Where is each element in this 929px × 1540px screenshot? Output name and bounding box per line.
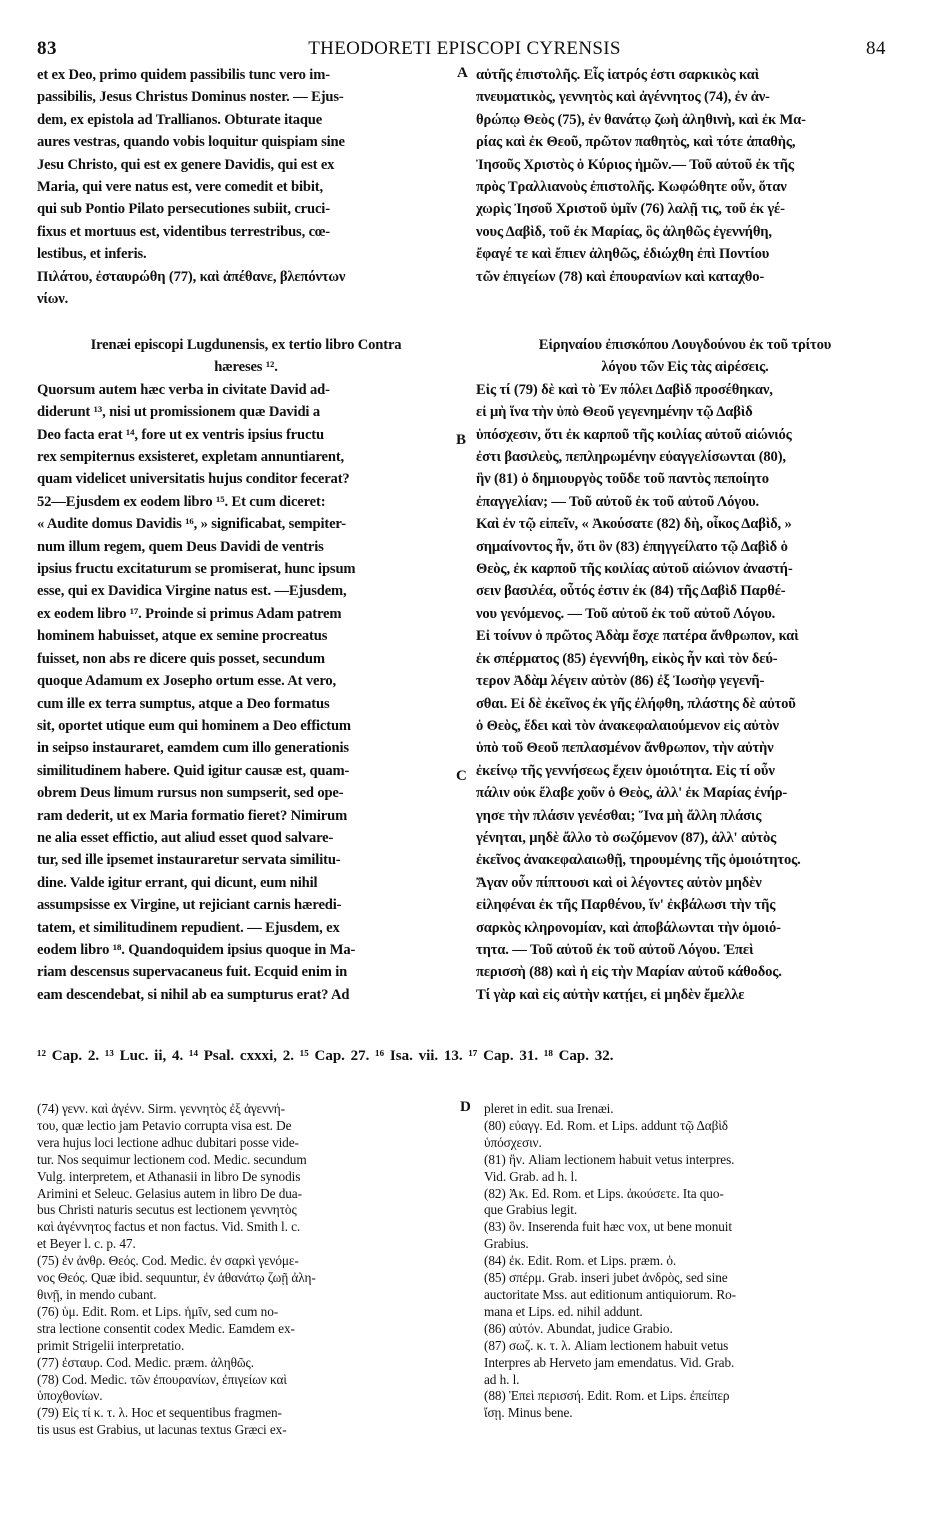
greek-column-irenaeus	[476, 334, 894, 1006]
text-line: riam descensus supervacaneus fuit. Ecquid enim in	[37, 964, 348, 981]
text-line: ex eodem libro ¹⁷. Proinde si primus Adam patrem	[37, 605, 342, 622]
text-line: qui sub Pontio Pilato persecutiones subiit, cruci-	[37, 201, 330, 218]
page-number-left: 83	[37, 38, 57, 59]
text-line: πρὸς Τραλλιανοὺς ἐπιστολῆς. Κωφώθητε οὖν, ὅταν	[476, 179, 787, 196]
text-line: eam descendebat, si nihil ab ea sumpturus erat? Ad	[37, 986, 350, 1003]
text-line: (87) σωζ. κ. τ. λ. Aliam lectionem habuit vetus	[484, 1337, 729, 1353]
text-line: ἔφαγέ τε καὶ ἔπιεν ἀληθῶς, ἐδιώχθη ἐπὶ Ποντίου	[476, 246, 770, 263]
critical-notes-left	[37, 1101, 455, 1439]
greek-column-top	[476, 64, 894, 288]
text-line: (79) Εἰς τί κ. τ. λ. Hoc et sequentibus fragmen-	[37, 1405, 282, 1421]
text-line: similitudinem habere. Quid igitur causæ est, quam-	[37, 762, 350, 779]
text-line: et ex Deo, primo quidem passibilis tunc vero im-	[37, 67, 330, 83]
text-line: ad h. l.	[484, 1371, 520, 1387]
text-line: (81) ἣν. Aliam lectionem habuit vetus interpres.	[484, 1151, 735, 1167]
text-line: obrem Deus limum rursus non sumpserit, sed ope-	[37, 785, 344, 802]
text-line: σθαι. Εἰ δὲ ἐκεῖνος ἐκ γῆς ἐλήφθη, πλάστης δὲ αὐτοῦ	[476, 695, 796, 712]
text-line: εἰ μὴ ἵνα τὴν ὑπὸ Θεοῦ γεγενημένην τῷ Δαβὶδ	[476, 404, 753, 421]
text-line: πάλιν οὐκ ἔλαβε χοῦν ὁ Θεὸς, ἀλλ' ἐκ Μαρίας ἐνήρ-	[476, 785, 788, 802]
text-line: aures vestras, quando vobis loquitur quispiam sine	[37, 134, 345, 151]
text-line: et Beyer l. c. p. 47.	[37, 1236, 136, 1252]
text-line: que Grabius legit.	[484, 1202, 578, 1218]
text-line: « Audite domus Davidis ¹⁶, » significabat, sempiter-	[37, 516, 346, 533]
text-line: stra lectione consentit codex Medic. Eamdem ex-	[37, 1320, 295, 1336]
text-line: νίων.	[37, 291, 69, 308]
reference-footnotes: ¹² Cap. 2. ¹³ Luc. ii, 4. ¹⁴ Psal. cxxxi, 2. ¹⁵ Cap. 27. ¹⁶ Isa. vii. 13. ¹⁷ Cap. 31. ¹⁸ Cap. 32.	[37, 1048, 614, 1064]
text-line: γησε τὴν πλάσιν γενέσθαι; Ἵνα μὴ ἄλλη πλάσις	[476, 807, 762, 824]
text-line: ὑπόσχεσιν, ὅτι ἐκ καρποῦ τῆς κοιλίας αὐτοῦ αἰώνιός	[476, 426, 792, 443]
text-line: λόγου τῶν Εἰς τὰς αἱρέσεις.	[601, 359, 769, 376]
text-line: ἣν (81) ὁ δημιουργὸς τοῦδε τοῦ παντὸς πεποίητο	[476, 471, 769, 488]
text-line: ἴσῃ. Minus bene.	[484, 1405, 573, 1421]
text-line: Maria, qui vere natus est, vere comedit et bibit,	[37, 179, 323, 196]
text-line: νους Δαβὶδ, τοῦ ἐκ Μαρίας, ὃς ἀληθῶς ἐγεννήθη,	[476, 223, 772, 240]
text-line: ὑπόσχεσιν.	[484, 1134, 542, 1150]
latin-column-irenaeus	[37, 334, 455, 1006]
text-line: diderunt ¹³, nisi ut promissionem quæ Davidi a	[37, 404, 320, 421]
text-line: Ἄγαν οὖν πίπτουσι καὶ οἱ λέγοντες αὐτὸν μηδὲν	[476, 874, 762, 891]
text-line: mana et Lips. ed. nihil addunt.	[484, 1303, 643, 1319]
text-line: hæreses ¹².	[214, 359, 278, 376]
text-line: χωρὶς Ἰησοῦ Χριστοῦ ὑμῖν (76) λαλῇ τις, τοῦ ἐκ γέ-	[476, 201, 785, 218]
text-line: ram dederit, ut ex Maria formatio fieret? Nimirum	[37, 807, 348, 824]
text-line: num illum regem, quem Deus Davidi de ventris	[37, 538, 324, 555]
latin-column-top	[37, 64, 455, 310]
text-line: σημαίνοντος ἦν, ὅτι ὃν (83) ἐπηγγείλατο τῷ Δαβὶδ ὁ	[476, 538, 788, 555]
text-line: τερον Ἀδὰμ λέγειν αὐτὸν (86) ἐξ Ἰωσὴφ γεγενῆ-	[476, 673, 765, 690]
text-line: νος Θεός. Quæ ibid. sequuntur, ἐν ἀθανάτῳ ζωῇ ἀλη-	[37, 1270, 316, 1286]
text-line: (78) Cod. Medic. τῶν ἐπουρανίων, ἐπιγείων καὶ	[37, 1371, 287, 1387]
margin-letter-c: C	[456, 768, 467, 784]
text-line: Vulg. interpretem, et Athanasii in libro De synodis	[37, 1168, 301, 1184]
text-line: Deo facta erat ¹⁴, fore ut ex ventris ipsius fructu	[37, 426, 324, 443]
text-line: Grabius.	[484, 1236, 529, 1252]
text-line: Interpres ab Herveto jam emendatus. Vid. Grab.	[484, 1354, 735, 1370]
text-line: σαρκὸς κληρονομίαν, καὶ ἀποβάλωνται τὴν ὁμοιό-	[476, 919, 781, 936]
text-line: ἐστι βασιλεὺς, πεπληρωμένην εὐαγγελίσωνται (80),	[476, 449, 786, 466]
text-line: primit Strigelii interpretatio.	[37, 1337, 185, 1353]
text-line: (76) ὑμ. Edit. Rom. et Lips. ἡμῖν, sed cum no-	[37, 1303, 279, 1319]
text-line: (83) ὃν. Inserenda fuit hæc vox, ut bene monuit	[484, 1219, 732, 1235]
text-line: cum ille ex terra sumptus, atque a Deo formatus	[37, 695, 330, 712]
text-line: καὶ ἀγέννητος factus et non factus. Vid. Smith l. c.	[37, 1219, 301, 1235]
text-line: pleret in edit. sua Irenæi.	[484, 1101, 614, 1116]
margin-letter-a: A	[457, 65, 468, 81]
text-line: esse, qui ex Davidica Virgine natus est. —Ejusdem,	[37, 583, 347, 600]
text-line: assumpsisse ex Virgine, ut rejiciant carnis hæredi-	[37, 897, 342, 914]
text-line: (80) εὐαγγ. Ed. Rom. et Lips. addunt τῷ Δαβὶδ	[484, 1117, 728, 1133]
text-line: fuisset, non abs re dicere quis posset, secundum	[37, 650, 325, 667]
text-line: dine. Valde igitur errant, qui dicunt, eum nihil	[37, 874, 318, 891]
text-line: Τί γὰρ καὶ εἰς αὐτὴν κατῄει, εἰ μηδὲν ἔμελλε	[476, 986, 745, 1003]
text-line: tis usus est Grabius, ut lacunas textus Græci ex-	[37, 1422, 287, 1438]
text-line: Εἰ τοίνυν ὁ πρῶτος Ἀδὰμ ἔσχε πατέρα ἄνθρωπον, καὶ	[476, 628, 799, 645]
text-line: eodem libro ¹⁸. Quandoquidem ipsius quoque in Ma-	[37, 941, 356, 958]
text-line: (86) αὐτόν. Abundat, judice Grabio.	[484, 1320, 673, 1336]
running-title: THEODORETI EPISCOPI CYRENSIS	[308, 38, 621, 59]
text-line: ἐπαγγελίαν; — Τοῦ αὐτοῦ ἐκ τοῦ αὐτοῦ Λόγου.	[476, 493, 760, 510]
text-line: (84) ἐκ. Edit. Rom. et Lips. præm. ὁ.	[484, 1253, 677, 1269]
text-line: (77) ἐσταυρ. Cod. Medic. præm. ἀληθῶς.	[37, 1354, 254, 1370]
text-line: Jesu Christo, qui est ex genere Davidis, qui est ex	[37, 156, 335, 173]
text-line: αὐτῆς ἐπιστολῆς. Εἷς ἰατρός ἐστι σαρκικὸς καὶ	[476, 67, 759, 83]
text-line: rex sempiternus exsisteret, expletam annuntiarent,	[37, 449, 345, 466]
text-line: ὁ Θεὸς, ἔδει καὶ τὸν ἀνακεφαλαιούμενον εἰς αὐτὸν	[476, 717, 779, 734]
text-line: Καὶ ἐν τῷ εἰπεῖν, « Ἀκούσατε (82) δὴ, οἶκος Δαβὶδ, »	[476, 516, 792, 533]
text-line: auctoritate Mss. aut editionum antiquiorum. Ro-	[484, 1286, 736, 1302]
text-line: ipsius fructu excitaturum se promiserat, hunc ipsum	[37, 561, 356, 578]
text-line: tatem, et similitudinem repudient. — Ejusdem, ex	[37, 919, 340, 936]
text-line: bus Christi naturis secutus est lectionem γεννητὸς	[37, 1202, 297, 1218]
margin-letter-b: B	[456, 432, 467, 448]
text-line: περισσὴ (88) καὶ ἡ εἰς τὴν Μαρίαν αὐτοῦ κάθοδος.	[476, 964, 782, 981]
text-line: ὑπὸ τοῦ Θεοῦ πεπλασμένον ἄνθρωπον, τὴν αὐτὴν	[476, 740, 774, 757]
text-line: ἐκείνῳ τῆς γεννήσεως ἔχειν ὁμοιότητα. Εἰς τί οὖν	[476, 762, 775, 779]
text-line: (85) σπέρμ. Grab. inseri jubet ἀνδρὸς, sed sine	[484, 1270, 728, 1286]
text-line: Arimini et Seleuc. Gelasius autem in libro De dua-	[37, 1185, 302, 1201]
text-line: ἐκεῖνος ἀνακεφαλαιωθῇ, τηρουμένης τῆς ὁμοιότητος.	[476, 852, 801, 869]
text-line: θρώπῳ Θεὸς (75), ἐν θανάτῳ ζωὴ ἀληθινὴ, καὶ ἐκ Μα-	[476, 111, 806, 128]
text-line: (82) Ἀκ. Ed. Rom. et Lips. ἀκούσετε. Ita quo-	[484, 1185, 724, 1201]
text-line: ρίας καὶ ἐκ Θεοῦ, πρῶτον παθητὸς, καὶ τότε ἀπαθὴς,	[476, 134, 796, 151]
margin-letter-d: D	[460, 1099, 471, 1115]
text-line: Ἰησοῦς Χριστὸς ὁ Κύριος ἡμῶν.— Τοῦ αὐτοῦ ἐκ τῆς	[476, 156, 794, 173]
text-line: in seipso instauraret, eamdem cum illo generationis	[37, 740, 349, 757]
text-line: πνευματικὸς, γεννητὸς καὶ ἀγέννητος (74), ἐν ἀν-	[476, 89, 770, 106]
text-line: lestibus, et inferis.	[37, 246, 147, 263]
text-line: σειν βασιλέα, οὗτός ἐστιν ἐκ (84) τῆς Δαβὶδ Παρθέ-	[476, 583, 786, 600]
text-line: Εἰς τί (79) δὲ καὶ τὸ Ἐν πόλει Δαβὶδ προσέθηκαν,	[476, 381, 773, 398]
text-line: (74) γενν. καὶ ἀγένν. Sirm. γεννητὸς ἐξ ἀγεννή-	[37, 1101, 285, 1116]
text-line: (88) Ἐπεὶ περισσή. Edit. Rom. et Lips. ἐπείπερ	[484, 1388, 730, 1404]
text-line: εἰληφέναι ἐκ τῆς Παρθένου, ἵν' ἐκβάλωσι τὴν τῆς	[476, 897, 776, 914]
text-line: Vid. Grab. ad h. l.	[484, 1168, 578, 1184]
text-line: Πιλάτου, ἐσταυρώθη (77), καὶ ἀπέθανε, βλεπόντων	[37, 268, 346, 285]
text-line: Θεὸς, ἐκ καρποῦ τῆς κοιλίας αὐτοῦ αἰώνιον ἀναστή-	[476, 561, 793, 578]
text-line: sit, oportet utique eum qui hominem a Deo effictum	[37, 717, 351, 734]
text-line: Irenæi episcopi Lugdunensis, ex tertio libro Contra	[90, 337, 402, 353]
text-line: fixus et mortuus est, videntibus terrestribus, cœ-	[37, 223, 331, 240]
text-line: 52—Ejusdem ex eodem libro ¹⁵. Et cum diceret:	[37, 493, 326, 510]
text-line: ne alia esset effictio, aut aliud esset quod salvare-	[37, 829, 334, 846]
text-line: quoque Adamum ex Josepho ortum esse. At vero,	[37, 673, 337, 690]
text-line: dem, ex epistola ad Trallianos. Obturate itaque	[37, 111, 323, 128]
text-line: νου γενόμενος. — Τοῦ αὐτοῦ ἐκ τοῦ αὐτοῦ Λόγου.	[476, 605, 776, 622]
text-line: Quorsum autem hæc verba in civitate David ad-	[37, 381, 330, 398]
text-line: tur, sed ille ipsemet instauraretur servata similitu-	[37, 852, 341, 869]
text-line: τητα. — Τοῦ αὐτοῦ ἐκ τοῦ αὐτοῦ Λόγου. Ἐπεὶ	[476, 941, 754, 958]
text-line: ὑποχθονίων.	[37, 1388, 103, 1404]
text-line: ἐκ σπέρματος (85) ἐγεννήθη, εἰκὸς ἦν καὶ τὸν δεύ-	[476, 650, 778, 667]
text-line: του, quæ lectio jam Petavio corrupta visa est. De	[37, 1117, 292, 1133]
text-line: passibilis, Jesus Christus Dominus noster. — Ejus-	[37, 89, 344, 106]
critical-notes-right	[484, 1101, 904, 1422]
text-line: (75) ἐν ἀνθρ. Θεός. Cod. Medic. ἐν σαρκὶ γενόμε-	[37, 1253, 299, 1269]
page-number-right: 84	[866, 38, 886, 59]
text-line: θινῇ, in mendo cubant.	[37, 1286, 157, 1302]
text-line: tur. Nos sequimur lectionem cod. Medic. secundum	[37, 1151, 307, 1167]
text-line: τῶν ἐπιγείων (78) καὶ ἐπουρανίων καὶ καταχθο-	[476, 268, 765, 285]
text-line: quam videlicet universitatis hujus conditor fecerat?	[37, 471, 350, 488]
text-line: Εἰρηναίου ἐπισκόπου Λουγδούνου ἐκ τοῦ τρίτου	[538, 337, 832, 353]
text-line: hominem habuisset, atque ex semine procreatus	[37, 628, 328, 645]
text-line: γένηται, μηδὲ ἄλλο τὸ σωζόμενον (87), ἀλλ' αὐτὸς	[476, 829, 777, 846]
text-line: vera hujus loci lectione adhuc dubitari posse vide-	[37, 1134, 299, 1150]
